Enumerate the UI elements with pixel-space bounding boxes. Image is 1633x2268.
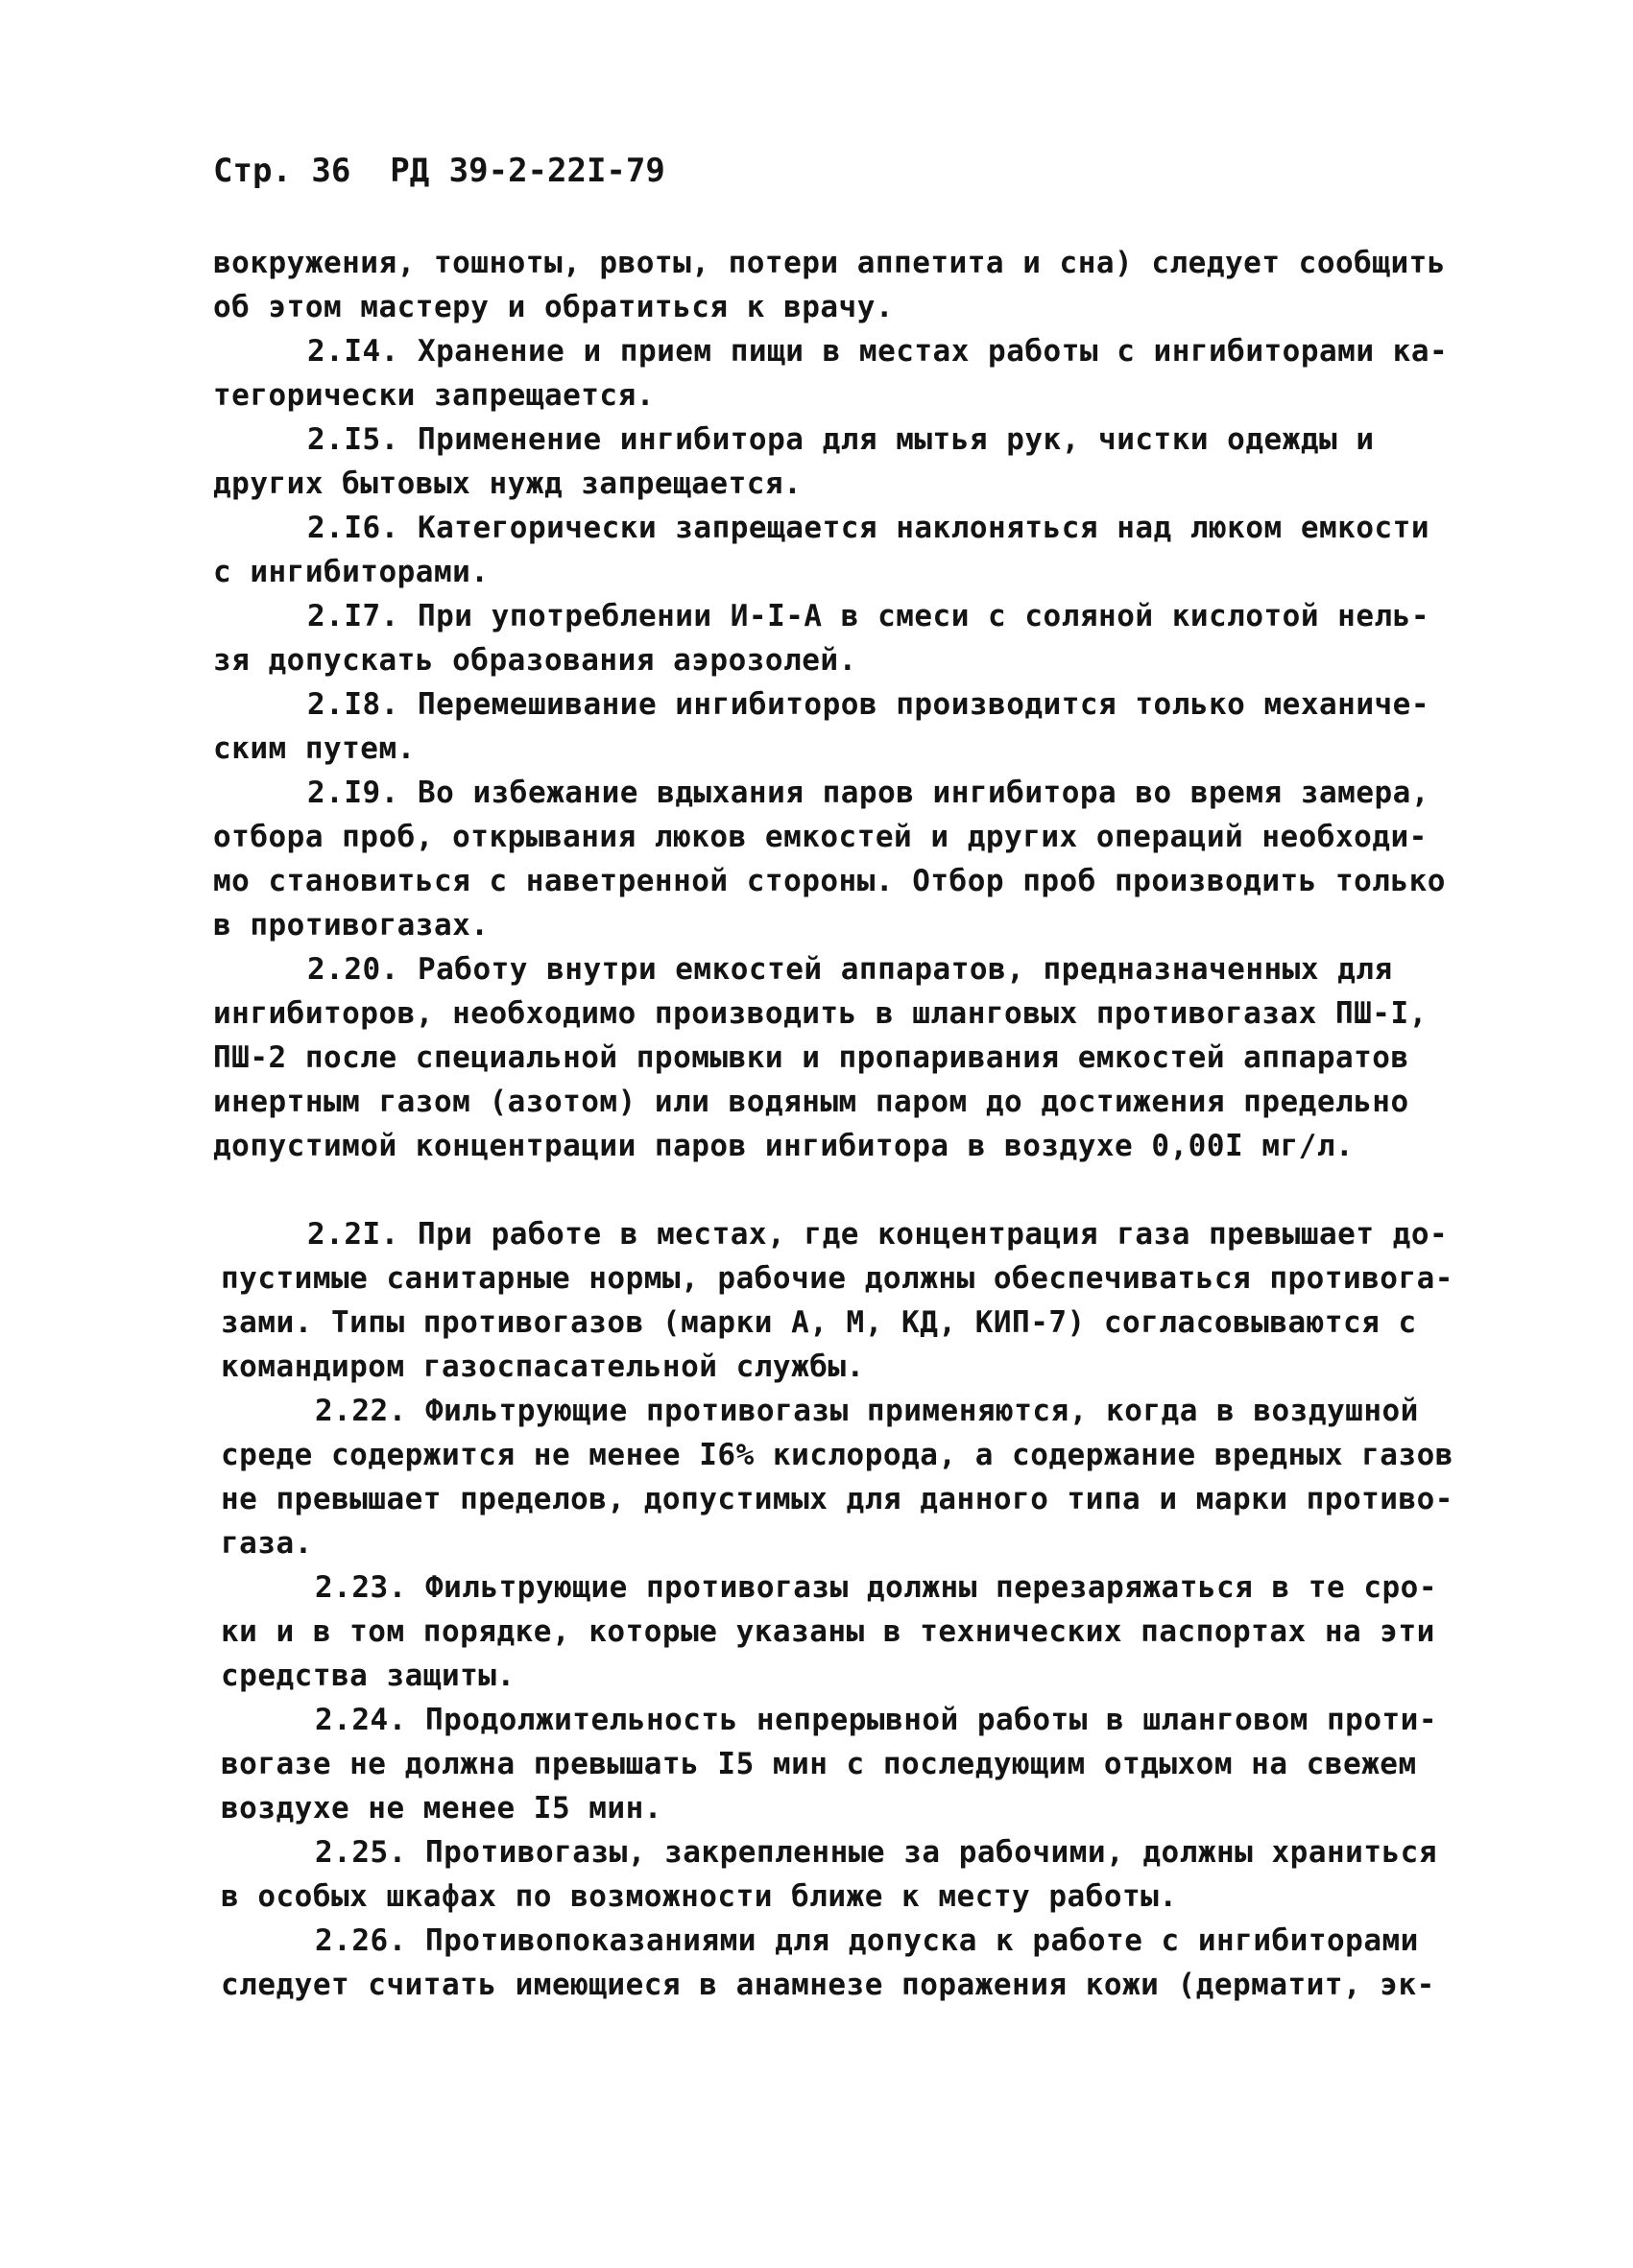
paragraph-2-14: 2.I4. Хранение и прием пищи в местах работы с ингибиторами ка- (307, 334, 1449, 369)
text-line: вогазе не должна превышать I5 мин с последующим отдыхом на свежем (221, 1747, 1417, 1781)
paragraph-2-24: 2.24. Продолжительность непрерывной работы в шланговом проти- (315, 1703, 1437, 1737)
text-line: допустимой концентрации паров ингибитора в воздухе 0,00I мг/л. (213, 1129, 1355, 1163)
text-line: инертным газом (азотом) или водяным паром до достижения предельно (213, 1085, 1409, 1119)
text-line: следует считать имеющиеся в анамнезе поражения кожи (дерматит, эк- (221, 1968, 1435, 2002)
text-line: зами. Типы противогазов (марки А, М, КД, КИП-7) согласовываются с (221, 1305, 1417, 1340)
text-line: вокружения, тошноты, рвоты, потери аппетита и сна) следует сообщить (213, 246, 1446, 280)
text-line: воздухе не менее I5 мин. (221, 1791, 662, 1826)
paragraph-2-15: 2.I5. Применение ингибитора для мытья рук, чистки одежды и (307, 422, 1375, 457)
paragraph-2-20: 2.20. Работу внутри емкостей аппаратов, предназначенных для (307, 952, 1393, 987)
text-line: других бытовых нужд запрещается. (213, 466, 803, 501)
paragraph-2-21: 2.2I. При работе в местах, где концентрация газа превышает до- (307, 1217, 1449, 1252)
text-line: об этом мастеру и обратиться к врачу. (213, 290, 895, 324)
text-line: газа. (221, 1526, 313, 1561)
text-line: в особых шкафах по возможности ближе к месту работы. (221, 1879, 1178, 1914)
text-line: ки и в том порядке, которые указаны в технических паспортах на эти (221, 1614, 1435, 1649)
paragraph-2-16: 2.I6. Категорически запрещается наклоняться над люком емкости (307, 511, 1429, 545)
text-line: ингибиторов, необходимо производить в шланговых противогазах ПШ-I, (213, 996, 1428, 1031)
text-line: отбора проб, открывания люков емкостей и других операций необходи- (213, 820, 1428, 854)
text-line: не превышает пределов, допустимых для данного типа и марки противо- (221, 1482, 1453, 1516)
paragraph-2-23: 2.23. Фильтрующие противогазы должны перезаряжаться в те сро- (315, 1570, 1437, 1605)
text-line: ПШ-2 после специальной промывки и пропаривания емкостей аппаратов (213, 1040, 1409, 1075)
text-line: тегорически запрещается. (213, 378, 655, 413)
document-code: РД 39-2-22I-79 (390, 152, 665, 190)
text-line: пустимые санитарные нормы, рабочие должны обеспечиваться противога- (221, 1261, 1453, 1296)
text-line: командиром газоспасательной службы. (221, 1349, 865, 1384)
paragraph-2-26: 2.26. Противопоказаниями для допуска к работе с ингибиторами (315, 1923, 1419, 1958)
text-line: зя допускать образования аэрозолей. (213, 643, 857, 678)
paragraph-2-17: 2.I7. При употреблении И-I-А в смеси с соляной кислотой нель- (307, 599, 1429, 633)
text-line: с ингибиторами. (213, 555, 490, 589)
text-line: ским путем. (213, 731, 416, 766)
paragraph-2-25: 2.25. Противогазы, закрепленные за рабочими, должны храниться (315, 1835, 1437, 1870)
paragraph-2-18: 2.I8. Перемешивание ингибиторов производится только механиче- (307, 687, 1429, 722)
text-line: в противогазах. (213, 908, 490, 943)
text-line: средства защиты. (221, 1659, 516, 1693)
page-header (213, 152, 665, 190)
text-line: мо становиться с наветренной стороны. Отбор проб производить только (213, 864, 1446, 898)
text-line: среде содержится не менее I6% кислорода, а содержание вредных газов (221, 1438, 1453, 1472)
page-number: Стр. 36 (213, 152, 351, 190)
paragraph-2-19: 2.I9. Во избежание вдыхания паров ингибитора во время замера, (307, 776, 1429, 810)
paragraph-2-22: 2.22. Фильтрующие противогазы применяются, когда в воздушной (315, 1394, 1419, 1428)
